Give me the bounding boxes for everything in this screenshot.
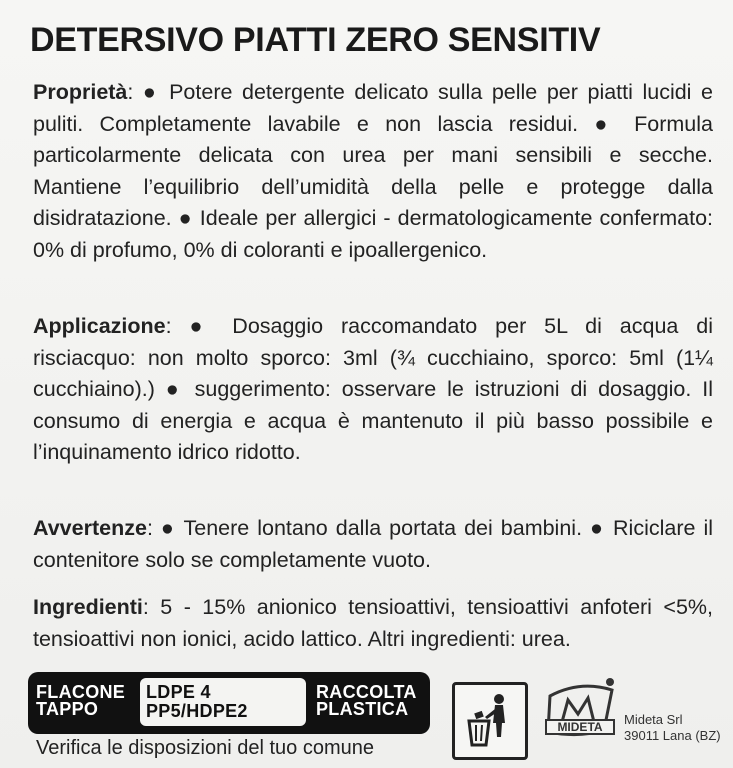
manufacturer-info xyxy=(624,712,721,744)
properties-section xyxy=(33,77,713,266)
recycling-collection xyxy=(316,684,417,718)
warnings-heading: Avvertenze xyxy=(33,516,147,540)
ingredients-section xyxy=(33,592,713,655)
manufacturer-address: 39011 Lana (BZ) xyxy=(624,728,721,743)
application-section xyxy=(33,311,713,469)
ingredients-text: : 5 - 15% anionico tensioattivi, tensioattivi anfoteri <5%, tensioattivi non ionici, acido lattico. Altri ingredienti: urea. xyxy=(33,595,713,651)
recycling-parts xyxy=(36,684,125,718)
trash-bin-icon xyxy=(452,682,528,760)
recycling-badge xyxy=(28,672,430,734)
recycling-materials xyxy=(140,678,306,726)
properties-heading: Proprietà xyxy=(33,80,128,104)
recycling-material-cap: PP5/HDPE2 xyxy=(146,701,248,721)
product-title: DETERSIVO PIATTI ZERO SENSITIV xyxy=(30,21,601,59)
ingredients-heading: Ingredienti xyxy=(33,595,143,619)
properties-text: : ● Potere detergente delicato sulla pelle per piatti lucidi e puliti. Completamente lavabile e non lascia residui. ● Formula particolarmente delicata con urea per mani sensibili e secche. Mantiene l’equilibrio dell’umidità della pelle e protegge dalla disidratazione. ● Ideale per allergici - dermatologicamente confermato: 0% di profumo, 0% di coloranti e ipoallergenico. xyxy=(33,80,713,262)
logo-text: MIDETA xyxy=(557,720,603,734)
manufacturer-name: Mideta Srl xyxy=(624,712,683,727)
mideta-logo xyxy=(540,676,620,756)
recycling-material-bottle: LDPE 4 xyxy=(146,682,211,702)
warnings-section xyxy=(33,513,713,576)
recycling-part-cap: TAPPO xyxy=(36,699,99,719)
recycling-note: Verifica le disposizioni del tuo comune xyxy=(36,737,374,759)
warnings-text: : ● Tenere lontano dalla portata dei bambini. ● Riciclare il contenitore solo se completamente vuoto. xyxy=(33,516,713,572)
recycling-part-bottle: FLACONE xyxy=(36,682,126,702)
application-text: : ● Dosaggio raccomandato per 5L di acqua di risciacquo: non molto sporco: 3ml (¾ cucchiaino, sporco: 5ml (1¼ cucchiaino).) ● suggerimento: osservare le istruzioni di dosaggio. Il consumo di energia e acqua è mantenuto il più basso possibile e l’inquinamento idrico ridotto. xyxy=(33,314,713,464)
recycling-collection-line1: RACCOLTA xyxy=(316,682,417,702)
application-heading: Applicazione xyxy=(33,314,166,338)
recycling-collection-line2: PLASTICA xyxy=(316,699,409,719)
